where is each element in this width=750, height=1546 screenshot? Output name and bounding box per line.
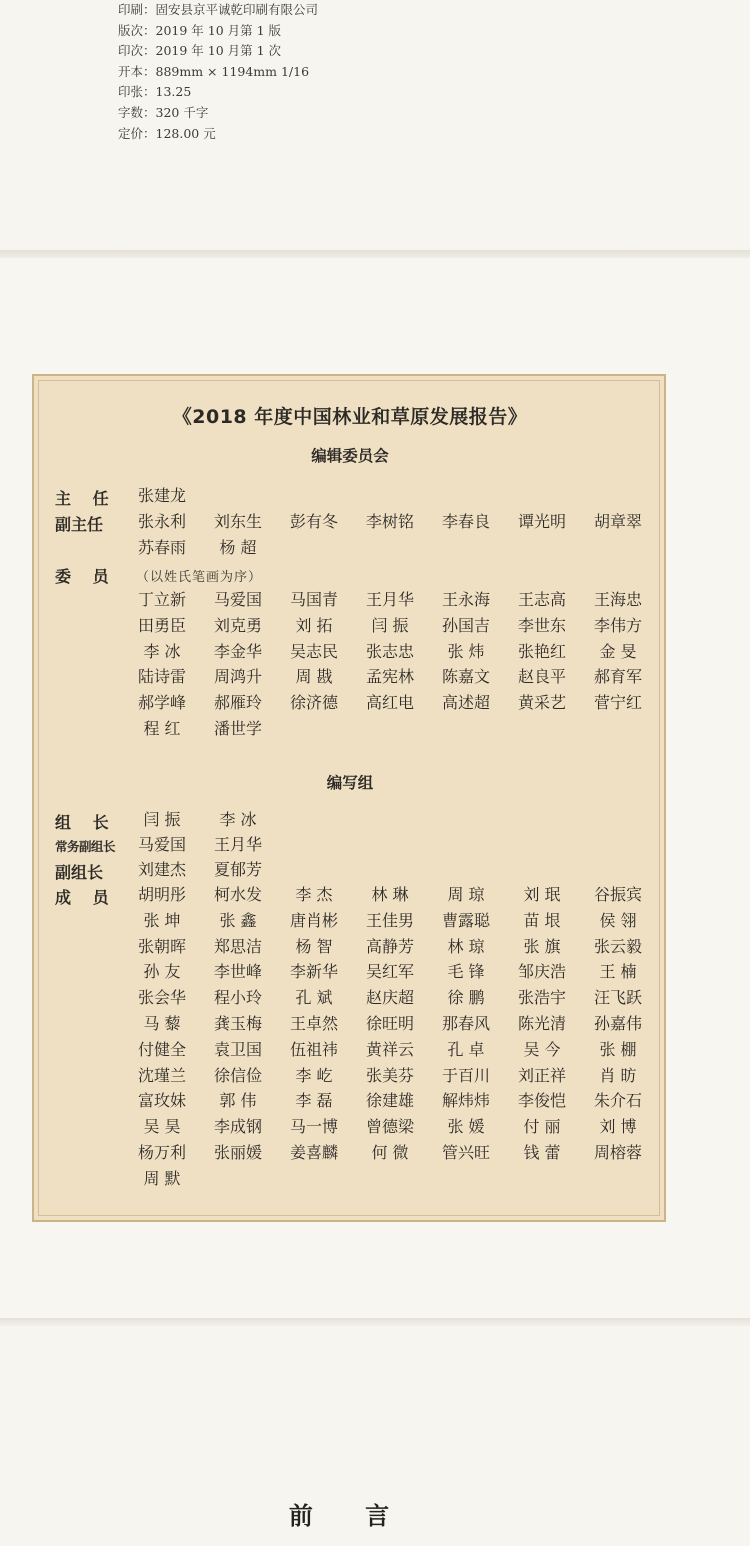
group-member-name: 孔 斌 (295, 988, 333, 1008)
imprint-line: 印次：2019 年 10 月第 1 次 (118, 43, 282, 59)
committee-member-name: 郝学峰 (137, 693, 186, 713)
group-member-name: 袁卫国 (213, 1039, 262, 1059)
committee-member-name: 李世东 (517, 615, 566, 635)
member-order-note: （以姓氏笔画为序） (136, 570, 263, 585)
group-member-name: 解炜炜 (441, 1091, 490, 1111)
group-member-name: 张朝晖 (137, 936, 186, 956)
group-member-name: 姜喜麟 (289, 1143, 338, 1162)
deputy-director-name: 苏春雨 (137, 537, 186, 557)
committee-member-name: 闫 振 (371, 615, 409, 635)
group-member-name: 张 旗 (523, 936, 561, 956)
group-member-name: 谷振宾 (593, 885, 642, 904)
group-member-name: 汪飞跃 (593, 988, 642, 1008)
group-member-name: 于百川 (441, 1065, 490, 1085)
group-member-name: 唐肖彬 (289, 910, 338, 930)
group-member-name: 孔 卓 (447, 1039, 485, 1059)
group-member-name: 李 屹 (295, 1065, 333, 1085)
committee-member-name: 郝育军 (593, 667, 642, 687)
exec-deputy-leader-name: 王月华 (213, 835, 262, 854)
group-member-name: 李成钢 (213, 1117, 262, 1137)
imprint-line: 字数：320 千字 (118, 104, 209, 120)
committee-member-name: 菅宁红 (593, 693, 642, 713)
imprint-page (0, 0, 750, 250)
group-member-name: 徐 鹏 (447, 988, 485, 1008)
committee-member-name: 张艳红 (517, 641, 566, 661)
group-member-name: 肖 昉 (599, 1065, 637, 1085)
group-member-name: 那春风 (441, 1014, 490, 1033)
committee-member-name: 刘克勇 (213, 615, 262, 635)
group-member-name: 朱介石 (593, 1091, 642, 1111)
committee-member-name: 黄采艺 (517, 693, 566, 713)
committee-member-name: 王月华 (365, 590, 414, 609)
group-member-name: 张 棚 (599, 1039, 637, 1059)
group-member-name: 黄祥云 (365, 1039, 414, 1059)
writing-group-title: 编写组 (326, 774, 374, 792)
group-member-name: 吴红军 (365, 962, 414, 982)
deputy-director-name: 张永利 (137, 512, 186, 531)
deputy-leader-name: 夏郁芳 (213, 860, 262, 879)
committee-member-name: 马爱国 (213, 590, 262, 609)
director-role: 主 任 (55, 489, 117, 508)
committee-member-name: 孙国吉 (441, 615, 490, 635)
page-gap (0, 1318, 750, 1326)
group-member-name: 周榕蓉 (593, 1143, 642, 1162)
group-member-name: 张浩宇 (517, 988, 566, 1008)
group-leader-name: 闫 振 (143, 810, 181, 829)
deputy-leader-role: 副组长 (55, 863, 104, 882)
group-member-name: 高静芳 (365, 936, 414, 956)
group-member-name: 李 杰 (295, 885, 333, 904)
committee-member-name: 陆诗雷 (137, 667, 186, 687)
group-member-role: 成 员 (55, 888, 117, 907)
committee-member-name: 高红电 (365, 693, 414, 713)
page-gap (0, 250, 750, 258)
group-member-name: 张 鑫 (219, 910, 257, 930)
group-member-name: 毛 锋 (447, 962, 485, 982)
group-member-name: 王卓然 (289, 1014, 338, 1033)
group-member-name: 程小玲 (213, 988, 262, 1008)
committee-member-name: 李伟方 (593, 615, 642, 635)
committee-member-name: 王永海 (441, 590, 490, 609)
exec-deputy-leader-name: 马爱国 (137, 835, 186, 854)
group-member-name: 李世峰 (213, 962, 262, 982)
group-member-name: 钱 蕾 (523, 1143, 561, 1162)
exec-deputy-leader-role: 常务副组长 (55, 839, 116, 854)
group-member-name: 刘 博 (599, 1117, 637, 1137)
committee-member-name: 赵良平 (517, 667, 566, 687)
imprint-line: 版次：2019 年 10 月第 1 版 (118, 22, 282, 38)
group-member-name: 王 楠 (599, 962, 637, 982)
group-member-name: 李俊恺 (517, 1091, 566, 1111)
committee-member-name: 周 戡 (295, 667, 333, 687)
committee-member-name: 李 冰 (143, 641, 181, 661)
committee-member-name: 王海忠 (593, 590, 642, 609)
group-member-name: 张 坤 (143, 910, 181, 930)
committee-member-name: 丁立新 (137, 590, 186, 609)
committee-member-name: 马国青 (289, 590, 338, 609)
imprint-line: 开本：889mm × 1194mm 1/16 (118, 63, 310, 79)
book-title: 《2018 年度中国林业和草原发展报告》 (172, 406, 528, 428)
group-member-name: 张 媛 (447, 1117, 485, 1137)
preface-title: 前 言 (288, 1502, 412, 1530)
group-member-name: 何 微 (371, 1143, 409, 1162)
committee-member-name: 田勇臣 (137, 615, 186, 635)
group-member-name: 李 磊 (295, 1091, 333, 1111)
group-member-name: 邹庆浩 (517, 962, 566, 982)
imprint-line: 印刷：固安县京平诚乾印刷有限公司 (118, 2, 319, 17)
group-member-name: 杨 智 (295, 936, 333, 956)
group-member-name: 孙 友 (143, 962, 181, 982)
group-member-name: 陈光清 (517, 1014, 566, 1033)
group-member-name: 管兴旺 (441, 1143, 490, 1162)
group-member-name: 周 默 (143, 1168, 181, 1188)
group-member-name: 侯 翎 (599, 910, 637, 930)
group-member-name: 林 琼 (447, 936, 485, 956)
committee-member-name: 刘 拓 (295, 615, 333, 635)
group-member-name: 富玫妹 (137, 1091, 186, 1111)
group-member-name: 苗 垠 (523, 910, 561, 930)
group-member-name: 王佳男 (365, 910, 414, 930)
director-name: 张建龙 (137, 486, 186, 505)
committee-member-name: 金 旻 (599, 641, 637, 661)
deputy-director-role: 副主任 (55, 515, 104, 534)
group-member-name: 刘 珉 (523, 885, 561, 904)
committee-title: 编辑委员会 (311, 447, 389, 465)
committee-member-name: 周鸿升 (213, 667, 262, 687)
group-member-name: 郭 伟 (219, 1091, 257, 1111)
committee-member-name: 郝雁玲 (213, 693, 262, 713)
deputy-director-name: 杨 超 (219, 537, 257, 557)
group-member-name: 付健全 (137, 1039, 186, 1059)
committee-member-name: 王志高 (517, 590, 566, 609)
deputy-director-name: 胡章翠 (593, 512, 642, 531)
group-leader-role: 组 长 (55, 813, 117, 832)
imprint-line: 印张：13.25 (118, 84, 192, 100)
group-member-name: 马 藜 (143, 1014, 181, 1033)
group-member-name: 刘正祥 (517, 1065, 566, 1085)
group-member-name: 付 丽 (523, 1117, 561, 1137)
group-member-name: 周 琼 (447, 885, 485, 904)
group-member-name: 徐建雄 (365, 1091, 414, 1111)
committee-member-name: 吴志民 (289, 641, 338, 661)
committee-member-name: 程 红 (143, 719, 181, 738)
group-member-name: 张会华 (137, 988, 186, 1008)
deputy-director-name: 彭有冬 (289, 512, 338, 531)
deputy-director-name: 刘东生 (213, 512, 262, 531)
group-member-name: 徐旺明 (365, 1014, 414, 1033)
deputy-director-name: 李春良 (441, 512, 490, 531)
group-member-name: 张美芬 (365, 1065, 414, 1085)
group-member-name: 曾德梁 (365, 1117, 414, 1137)
committee-member-name: 孟宪林 (365, 667, 414, 687)
group-member-name: 郑思洁 (213, 936, 262, 956)
committee-member-name: 陈嘉文 (441, 667, 490, 687)
group-member-name: 马一博 (289, 1117, 338, 1137)
group-member-name: 林 琳 (371, 885, 409, 904)
committee-member-role: 委 员 (55, 567, 117, 586)
committee-member-name: 潘世学 (213, 719, 262, 738)
group-member-name: 沈瑾兰 (137, 1065, 186, 1085)
deputy-leader-name: 刘建杰 (137, 860, 186, 879)
committee-member-name: 张 炜 (447, 641, 485, 661)
group-member-name: 赵庆超 (365, 988, 414, 1008)
group-member-name: 张丽媛 (213, 1143, 262, 1162)
group-member-name: 徐信俭 (213, 1065, 262, 1085)
group-member-name: 曹露聪 (441, 910, 490, 930)
imprint-block (118, 0, 318, 144)
group-member-name: 龚玉梅 (213, 1014, 262, 1033)
group-member-name: 吴 今 (523, 1039, 561, 1059)
committee-member-name: 张志忠 (365, 641, 414, 661)
group-member-name: 孙嘉伟 (593, 1014, 642, 1033)
group-member-name: 柯水发 (213, 885, 262, 904)
group-member-name: 伍祖祎 (289, 1039, 338, 1059)
group-member-name: 李新华 (289, 962, 338, 982)
group-member-name: 吴 昊 (143, 1117, 181, 1137)
group-member-name: 杨万利 (137, 1143, 186, 1162)
group-leader-name: 李 冰 (219, 810, 257, 829)
committee-member-name: 徐济德 (289, 693, 338, 713)
deputy-director-name: 李树铭 (365, 512, 414, 531)
committee-member-name: 李金华 (213, 641, 262, 661)
group-member-name: 张云毅 (593, 936, 642, 956)
committee-member-name: 高述超 (441, 693, 490, 713)
deputy-director-name: 谭光明 (517, 512, 566, 531)
group-member-name: 胡明彤 (137, 885, 186, 904)
imprint-line: 定价：128.00 元 (118, 125, 216, 141)
